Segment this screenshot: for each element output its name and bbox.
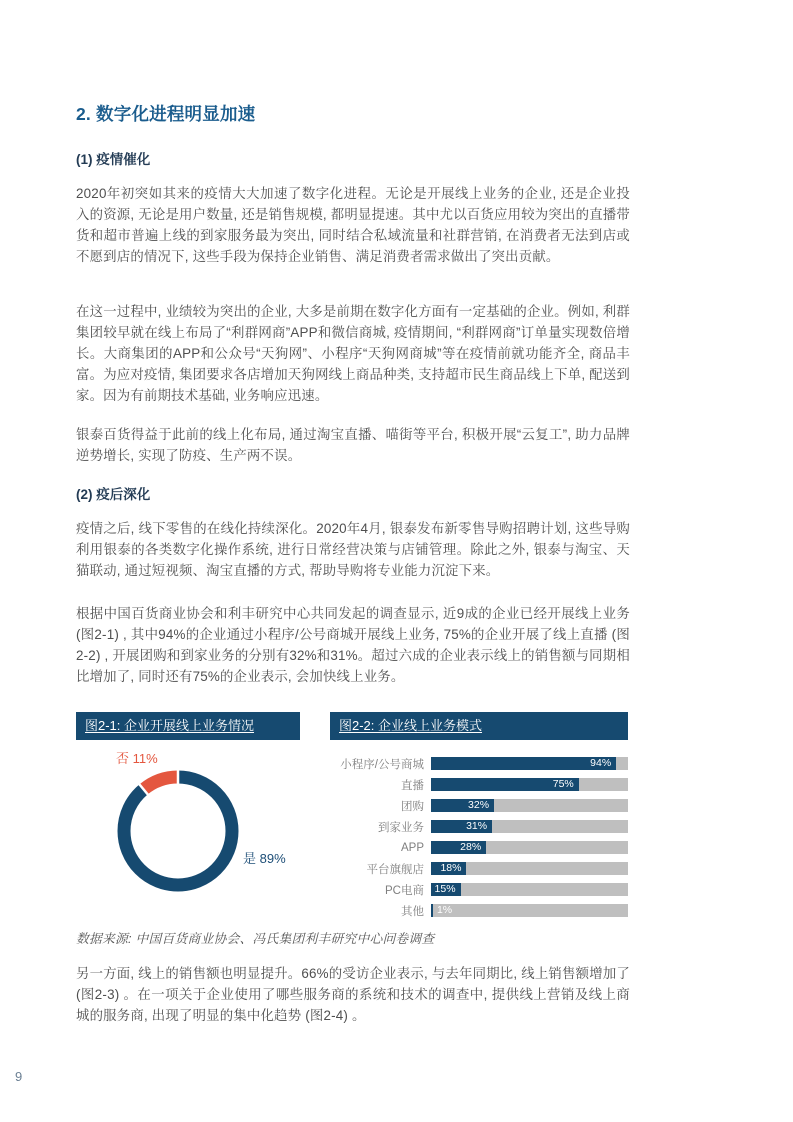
section-2-heading: (2) 疫后深化: [76, 487, 151, 502]
bar-track: [431, 757, 628, 770]
bar-track: [431, 904, 628, 917]
bar-row: [330, 883, 628, 896]
donut-chart: [76, 740, 300, 916]
data-source-note: 数据来源: 中国百货商业协会、冯氏集团利丰研究中心问卷调查: [76, 931, 435, 946]
bar-value-label: 1%: [436, 904, 453, 916]
bar-chart: [330, 740, 628, 917]
paragraph-5: 根据中国百货商业协会和利丰研究中心共同发起的调查显示, 近9成的企业已经开展线上业务 (图2-1) , 其中94%的企业通过小程序/公号商城开展线上业务, 75%的企业开展了线上直播 (图2-2) , 开展团购和到家业务的分别有32%和31%。超过六成的企业表示线上的销售额与同期相比增加了, 同时还有75%的企业表示, 会加快线上业务。: [76, 606, 630, 684]
paragraph-4: 疫情之后, 线下零售的在线化持续深化。2020年4月, 银泰发布新零售导购招聘计划, 这些导购利用银泰的各类数字化操作系统, 进行日常经营决策与店铺管理。除此之外, 银泰与淘宝、天猫联动, 通过短视频、淘宝直播的方式, 帮助导购将专业能力沉淀下来。: [76, 521, 630, 578]
bar-track: [431, 883, 628, 896]
bar-category-label: 团购: [401, 800, 424, 813]
page-title: 2. 数字化进程明显加速: [76, 104, 256, 124]
bar-row: [330, 757, 628, 770]
bar-row: [330, 904, 628, 917]
bar-track: [431, 862, 628, 875]
bar-row: [330, 841, 628, 854]
bar-category-label: 小程序/公号商城: [340, 758, 424, 771]
bar-value-label: 94%: [590, 757, 612, 769]
section-1-heading: (1) 疫情催化: [76, 152, 151, 167]
bar-track: [431, 820, 628, 833]
figure-2-1: [76, 712, 300, 916]
donut-label-no: 否 11%: [116, 751, 158, 766]
paragraph-2: 在这一过程中, 业绩较为突出的企业, 大多是前期在数字化方面有一定基础的企业。例如, 利群集团较早就在线上布局了“利群网商”APP和微信商城, 疫情期间, “利群网商”订单量实现数倍增长。大商集团的APP和公众号“天狗网”、小程序“天狗网商城”等在疫情前就功能齐全, 商品丰富。为应对疫情, 集团要求各店增加天狗网线上商品种类, 支持超市民生商品线上下单, 配送到家。因为有前期技术基础, 业务响应迅速。: [76, 304, 630, 403]
bar-track: [431, 841, 628, 854]
bar-category-label: 平台旗舰店: [366, 863, 424, 876]
bar-value-label: 31%: [466, 820, 488, 832]
paragraph-6: 另一方面, 线上的销售额也明显提升。66%的受访企业表示, 与去年同期比, 线上销售额增加了 (图2-3) 。在一项关于企业使用了哪些服务商的系统和技术的调查中, 提供线上营销及线上商城的服务商, 出现了明显的集中化趋势 (图2-4) 。: [76, 966, 630, 1023]
bar-value-label: 75%: [552, 778, 574, 790]
bar-track: [431, 778, 628, 791]
bar-category-label: PC电商: [385, 884, 424, 897]
bar-value-label: 15%: [434, 883, 456, 895]
bar-row: [330, 799, 628, 812]
bar-value-label: 18%: [440, 862, 462, 874]
bar-category-label: APP: [400, 841, 424, 854]
bar-track: [431, 799, 628, 812]
bar-row: [330, 862, 628, 875]
bar-fill: [431, 904, 433, 917]
bar-category-label: 到家业务: [378, 821, 424, 834]
donut-label-yes: 是 89%: [243, 851, 286, 866]
bar-row: [330, 820, 628, 833]
bar-fill: [431, 757, 616, 770]
figure-2-2: [330, 712, 628, 925]
donut-chart-svg: [76, 740, 300, 916]
bar-value-label: 32%: [468, 799, 490, 811]
paragraph-1: 2020年初突如其来的疫情大大加速了数字化进程。无论是开展线上业务的企业, 还是企业投入的资源, 无论是用户数量, 还是销售规模, 都明显提速。其中尤以百货应用较为突出的直播带货和超市普遍上线的到家服务最为突出, 同时结合私域流量和社群营销, 在消费者无法到店或不愿到店的情况下, 这些手段为保持企业销售、满足消费者需求做出了突出贡献。: [76, 186, 630, 264]
figure-2-1-title: 图2-1: 企业开展线上业务情况: [76, 712, 300, 740]
bar-value-label: 28%: [460, 841, 482, 853]
page-number: 9: [15, 1069, 23, 1084]
figures-row: [76, 712, 632, 922]
bar-category-label: 直播: [401, 779, 424, 792]
bar-category-label: 其他: [401, 905, 424, 918]
figure-2-2-title: 图2-2: 企业线上业务模式: [330, 712, 628, 740]
bar-row: [330, 778, 628, 791]
paragraph-3: 银泰百货得益于此前的线上化布局, 通过淘宝直播、喵街等平台, 积极开展“云复工”, 助力品牌逆势增长, 实现了防疫、生产两不误。: [76, 427, 630, 463]
